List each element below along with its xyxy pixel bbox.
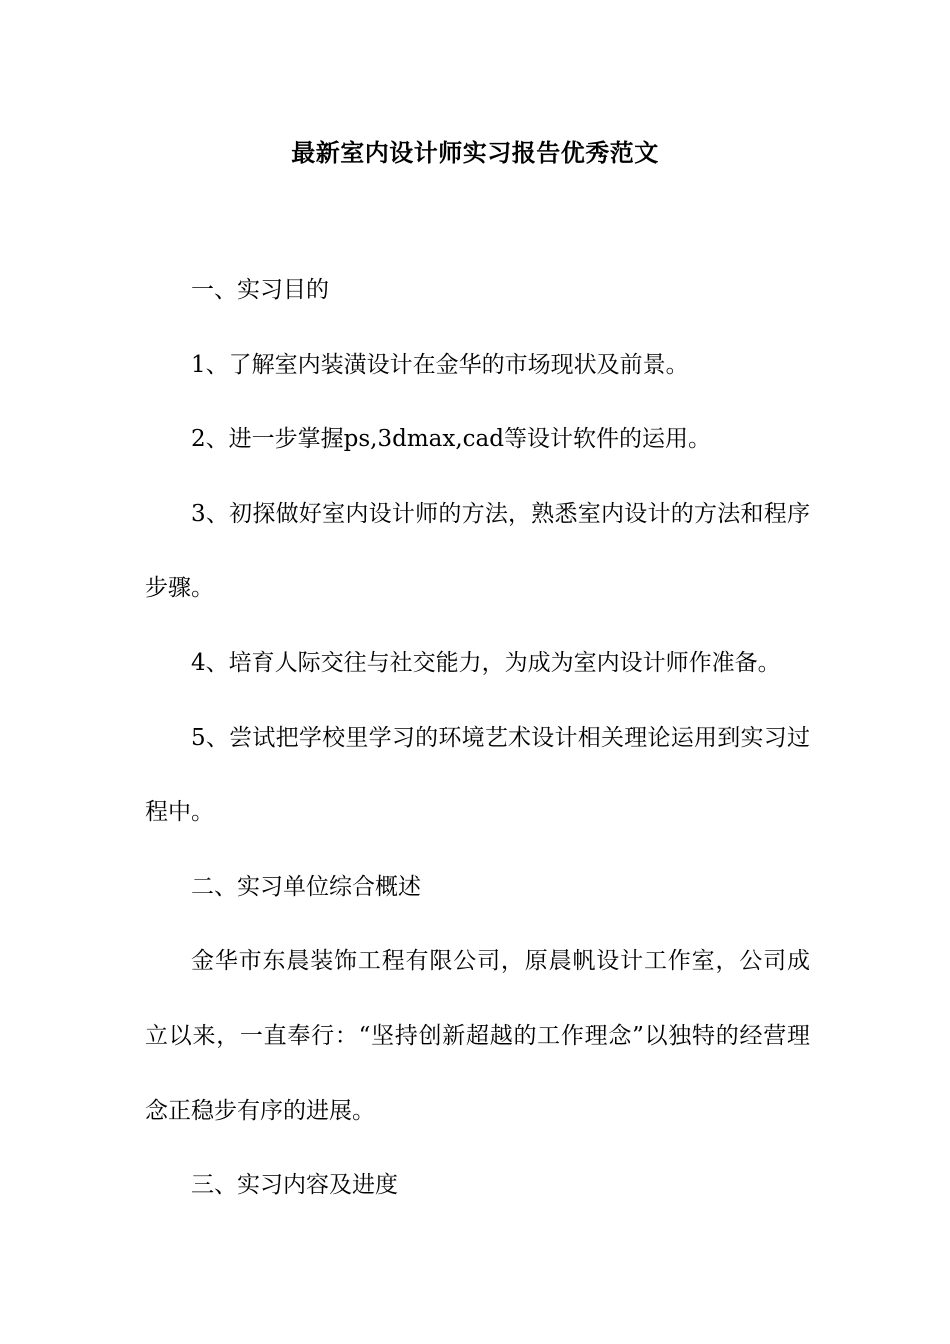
document-title: 最新室内设计师实习报告优秀范文 xyxy=(291,138,659,167)
list-item: 5、尝试把学校里学习的环境艺术设计相关理论运用到实习过程中。 xyxy=(145,724,810,826)
list-item: 4、培育人际交往与社交能力，为成为室内设计师作准备。 xyxy=(191,649,781,676)
section-heading-company-overview: 二、实习单位综合概述 xyxy=(191,873,421,900)
document-body xyxy=(145,253,810,1223)
list-item: 1、了解室内装潢设计在金华的市场现状及前景。 xyxy=(191,351,689,378)
list-item: 2、进一步掌握ps,3dmax,cad等设计软件的运用。 xyxy=(191,426,711,453)
section-heading-objectives: 一、实习目的 xyxy=(191,277,329,303)
body-paragraph: 金华市东晨装饰工程有限公司，原晨帆设计工作室，公司成立以来，一直奉行：“坚持创新超越的工作理念”以独特的经营理念正稳步有序的进展。 xyxy=(145,948,810,1124)
section-heading-content-progress: 三、实习内容及进度 xyxy=(191,1172,398,1199)
list-item: 3、初探做好室内设计师的方法，熟悉室内设计的方法和程序步骤。 xyxy=(145,500,810,602)
